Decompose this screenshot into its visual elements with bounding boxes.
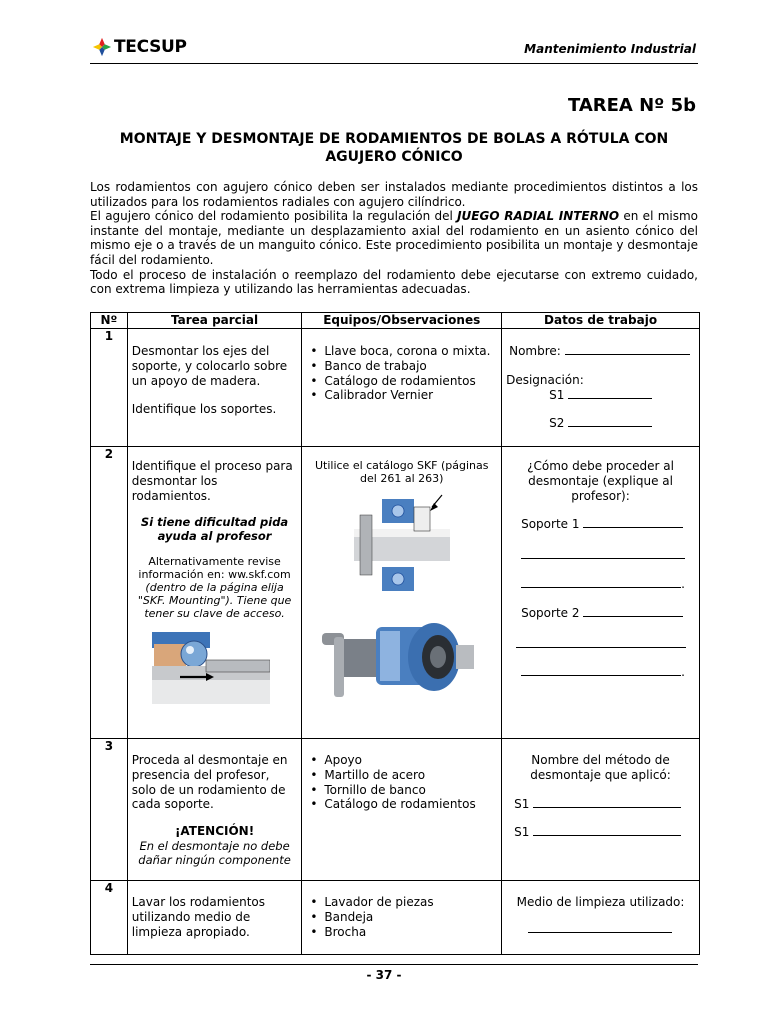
data-cell: [502, 329, 700, 447]
bearing-sleeve-diagram: [354, 493, 450, 597]
s1-input-line[interactable]: [533, 797, 681, 808]
logo-text: TECSUP: [114, 37, 187, 57]
answer-line-row: [506, 665, 695, 680]
s1-field: [506, 388, 695, 403]
nombre-field: [506, 344, 695, 359]
header-datos: Datos de trabajo: [502, 313, 700, 329]
intro-p2-before: El agujero cónico del rodamiento posibilita la regulación del: [90, 209, 458, 224]
nombre-input-line[interactable]: [565, 344, 690, 355]
equipment-list: [306, 753, 497, 812]
equipment-list: [306, 895, 497, 939]
catalog-note: Utilice el catálogo SKF (páginas del 261 al 263): [314, 459, 489, 485]
s2-label: S2: [549, 416, 565, 431]
s1-field: [506, 825, 695, 840]
answer-line-row: [506, 548, 695, 563]
row-number: 2: [91, 447, 128, 739]
header-equipos: Equipos/Observaciones: [302, 313, 502, 329]
hydraulic-nut-illustration: [316, 611, 476, 707]
list-item: • Lavador de piezas: [310, 895, 497, 910]
task-text: Identifique el proceso para desmontar los rodamientos.: [131, 459, 293, 503]
soporte2-label: Soporte 2: [521, 605, 580, 620]
task-text: Lavar los rodamientos utilizando medio de limpieza apropiado.: [131, 895, 266, 939]
intro-paragraph-3: Todo el proceso de instalación o reemplazo del rodamiento debe ejecutarse con extremo cuidado, con extrema limpieza y utilizando las herramientas adecuadas.: [90, 267, 698, 297]
equipment-cell: [302, 739, 502, 881]
task-cell: [127, 881, 302, 955]
juego-radial-emphasis: JUEGO RADIAL INTERNO: [457, 209, 620, 224]
task-label: TAREA Nº 5b: [567, 95, 696, 116]
warning-text: En el desmontaje no debe dañar ningún componente: [138, 838, 291, 867]
medio-label: Medio de limpieza utilizado:: [516, 895, 685, 909]
nombre-label: Nombre:: [509, 344, 561, 358]
list-item: • Banco de trabajo: [310, 359, 497, 374]
page-header: [90, 36, 698, 64]
intro-p2-after: en el mismo instante del montaje, mediante un desplazamiento axial del rodamiento en un asiento cónico del mismo eje o a través de un manguito cónico. Este procedimiento posibilita un montaje y desmontaje fácil del rodamiento.: [90, 209, 698, 267]
course-name: Mantenimiento Industrial: [524, 42, 696, 56]
equipment-cell: [302, 881, 502, 955]
s1-input-line[interactable]: [533, 825, 681, 836]
list-item: • Brocha: [310, 925, 497, 940]
procedure-question: ¿Cómo debe proceder al desmontaje (explique al profesor):: [527, 459, 674, 503]
list-item: • Martillo de acero: [310, 768, 497, 783]
task-text: Desmontar los ejes del soporte, y colocarlo sobre un apoyo de madera.: [131, 344, 288, 388]
soporte2-field: [506, 606, 695, 621]
s1-label: S1: [514, 796, 530, 811]
table-row: [91, 329, 700, 447]
row-number: 3: [91, 739, 128, 881]
list-item: • Calibrador Vernier: [310, 388, 497, 403]
table-row: [91, 739, 700, 881]
equipment-list: [306, 344, 497, 403]
soporte2-input-line[interactable]: [583, 606, 683, 617]
tecsup-logo-icon: [92, 37, 112, 57]
list-item: • Tornillo de banco: [310, 783, 497, 798]
page-number: - 37 -: [366, 968, 402, 982]
intro-paragraph-2: [90, 209, 698, 267]
row-number: 4: [91, 881, 128, 955]
soporte1-label: Soporte 1: [521, 517, 580, 532]
table-row: [91, 447, 700, 739]
tecsup-logo: [92, 37, 187, 57]
answer-line-row: [506, 577, 695, 592]
s2-field: [506, 416, 695, 431]
medio-field: [506, 922, 695, 937]
s1-label: S1: [514, 825, 530, 840]
answer-input-line[interactable]: [521, 548, 685, 559]
answer-input-line[interactable]: [516, 637, 686, 648]
list-item: • Catálogo de rodamientos: [310, 797, 497, 812]
data-cell: [502, 739, 700, 881]
list-item: • Apoyo: [310, 753, 497, 768]
page-title: MONTAJE Y DESMONTAJE DE RODAMIENTOS DE BOLAS A RÓTULA CON AGUJERO CÓNICO: [119, 131, 669, 165]
data-cell: [502, 447, 700, 739]
answer-input-line[interactable]: [521, 577, 681, 588]
task-table: [90, 312, 700, 955]
s2-input-line[interactable]: [568, 416, 652, 427]
header-num: Nº: [91, 313, 128, 329]
task-cell: [127, 739, 302, 881]
equipment-cell: [302, 329, 502, 447]
list-item: • Llave boca, corona o mixta.: [310, 344, 497, 359]
soporte1-field: [506, 517, 695, 532]
task-text-2: Identifique los soportes.: [131, 402, 277, 417]
header-tarea: Tarea parcial: [127, 313, 302, 329]
period-mark: .: [681, 665, 685, 680]
table-header-row: [91, 313, 700, 329]
method-label: Nombre del método de desmontaje que aplicó:: [530, 753, 671, 782]
bearing-closeup-illustration: [152, 630, 270, 704]
warning-title: ¡ATENCIÓN!: [174, 824, 255, 839]
designacion-label: Designación:: [506, 372, 584, 387]
task-text: Proceda al desmontaje en presencia del profesor, solo de un rodamiento de cada soporte.: [131, 753, 288, 812]
s1-field: [506, 797, 695, 812]
list-item: • Bandeja: [310, 910, 497, 925]
alt-info: Alternativamente revise información en: ww.skf.com: [138, 555, 291, 582]
list-item: • Catálogo de rodamientos: [310, 374, 497, 389]
s1-label: S1: [549, 387, 565, 402]
task-cell: [127, 329, 302, 447]
intro-paragraph-1: Los rodamientos con agujero cónico deben ser instalados mediante procedimientos distintos a los utilizados para los rodamientos radiales con agujero cilíndrico.: [90, 180, 698, 209]
alt-info-note: (dentro de la página elija "SKF. Mounting"). Tiene que tener su clave de acceso.: [137, 581, 292, 621]
soporte1-input-line[interactable]: [583, 517, 683, 528]
answer-input-line[interactable]: [521, 665, 681, 676]
row-number: 1: [91, 329, 128, 447]
equipment-cell: [302, 447, 502, 739]
s1-input-line[interactable]: [568, 388, 652, 399]
footer-divider: [90, 964, 698, 965]
intro-text: [90, 180, 698, 297]
period-mark: .: [681, 576, 685, 591]
answer-line-row: [506, 637, 695, 652]
task-cell: [127, 447, 302, 739]
help-note: Si tiene dificultad pida ayuda al profesor: [140, 515, 289, 544]
data-cell: [502, 881, 700, 955]
medio-input-line[interactable]: [528, 922, 672, 933]
table-row: [91, 881, 700, 955]
